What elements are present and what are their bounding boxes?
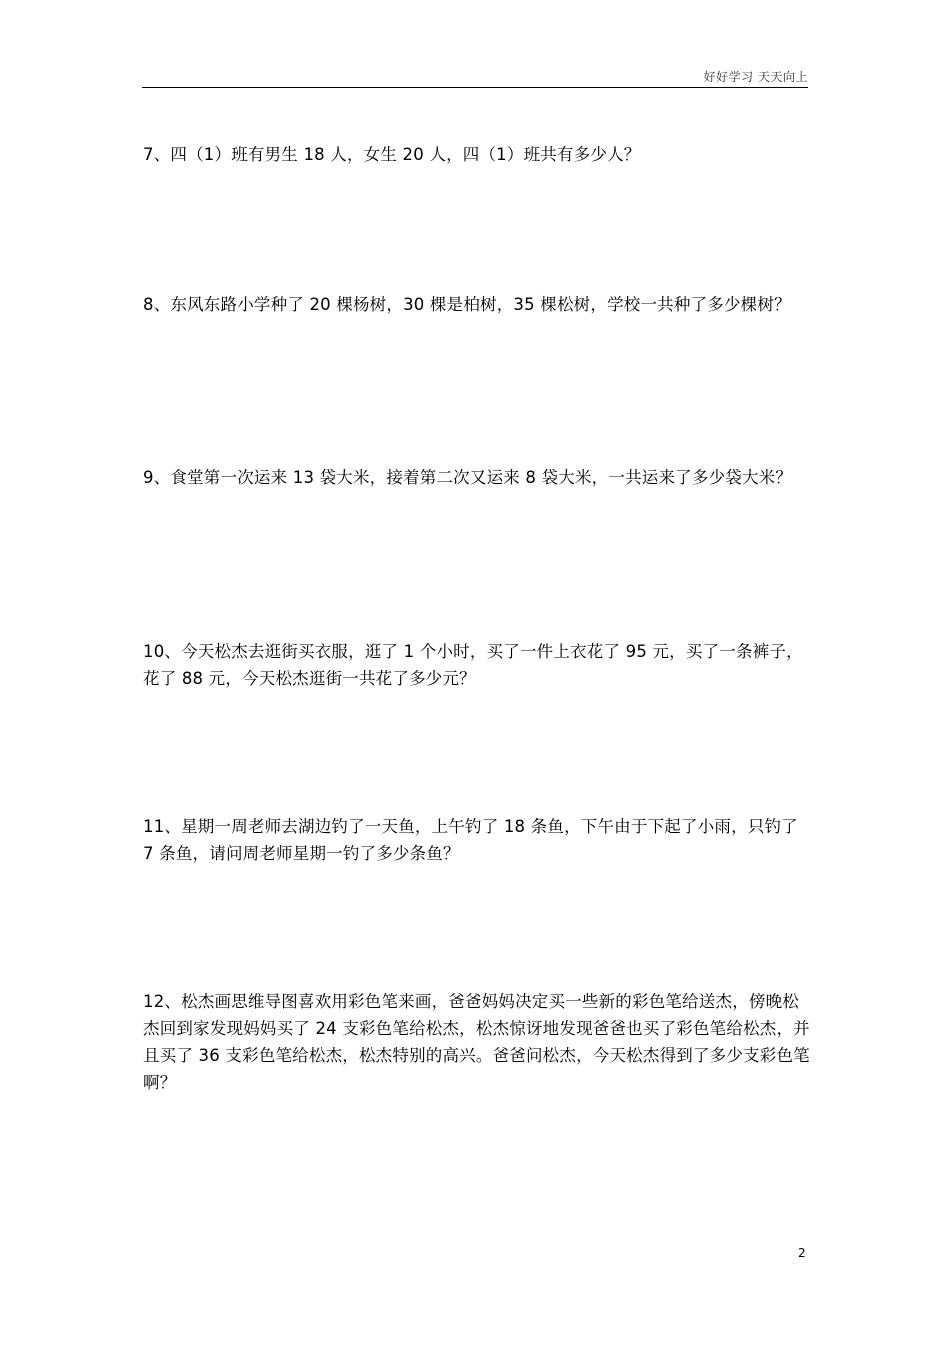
- question-12: 12、松杰画思维导图喜欢用彩色笔来画，爸爸妈妈决定买一些新的彩色笔给送杰，傍晚松杰回到家发现妈妈买了 24 支彩色笔给松杰，松杰惊讶地发现爸爸也买了彩色笔给松杰，并且买了 36 支彩色笔给松杰，松杰特别的高兴。爸爸问松杰，今天松杰得到了多少支彩色笔啊？: [143, 992, 810, 1092]
- question-7: 7、四（1）班有男生 18 人，女生 20 人，四（1）班共有多少人？: [143, 145, 641, 164]
- question-10: 10、今天松杰去逛街买衣服，逛了 1 个小时，买了一件上衣花了 95 元，买了一条裤子，花了 88 元，今天松杰逛街一共花了多少元？: [143, 642, 803, 688]
- question-11: 11、星期一周老师去湖边钓了一天鱼，上午钓了 18 条鱼，下午由于下起了小雨，只钓了 7 条鱼，请问周老师星期一钓了多少条鱼？: [143, 817, 798, 863]
- header-motto: 好好学习 天天向上: [703, 70, 808, 84]
- question-9: 9、食堂第一次运来 13 袋大米，接着第二次又运来 8 袋大米，一共运来了多少袋大米？: [143, 468, 793, 487]
- question-8: 8、东风东路小学种了 20 棵杨树，30 棵是柏树，35 棵松树，学校一共种了多少棵树？: [143, 295, 791, 314]
- header-divider: [142, 87, 808, 88]
- page-number: 2: [798, 1246, 806, 1260]
